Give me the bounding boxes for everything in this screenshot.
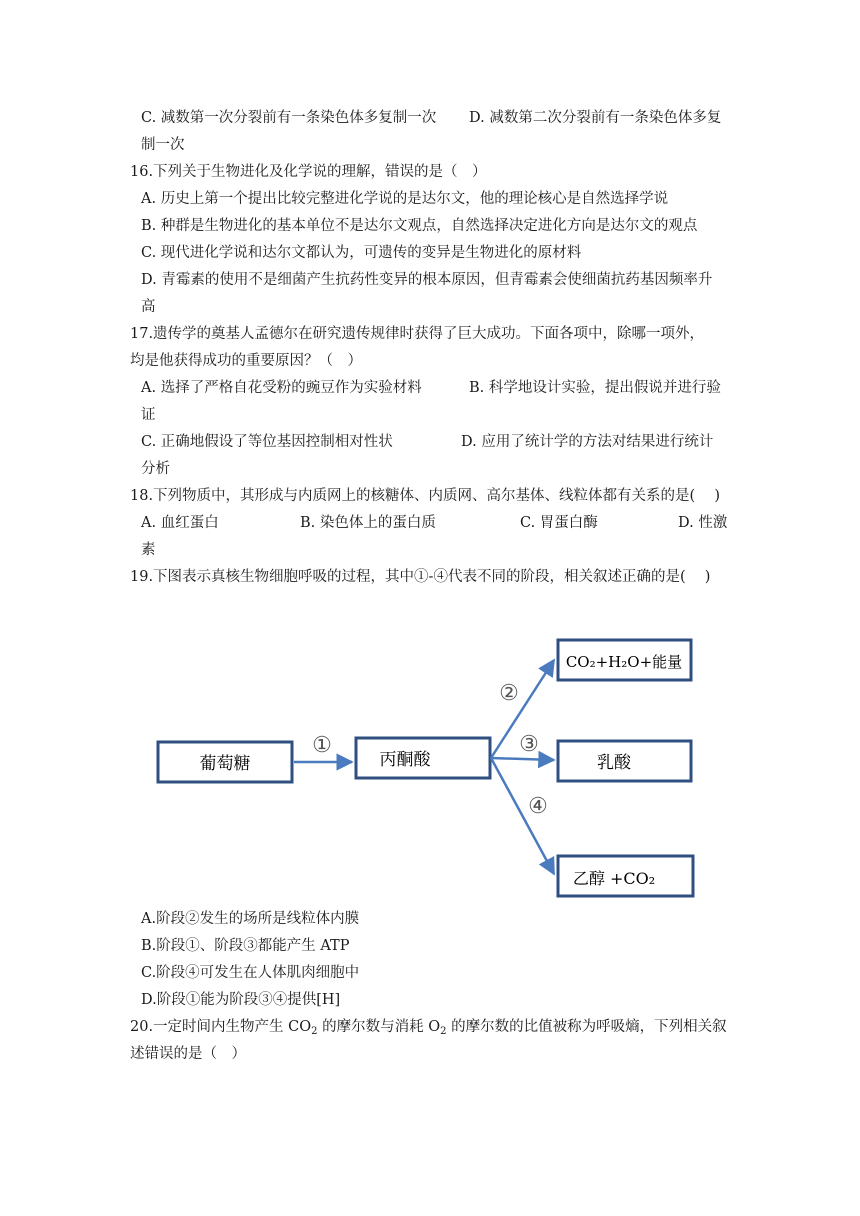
ethanol-label: 乙醇 +CO₂ xyxy=(572,869,656,888)
q16-option-a: A. 历史上第一个提出比较完整进化学说的是达尔文，他的理论核心是自然选择学说 xyxy=(141,191,669,207)
stage-1-label: ① xyxy=(312,733,332,758)
q18-option-d-cont: 素 xyxy=(141,542,156,558)
q19-option-d: D.阶段①能为阶段③④提供[H] xyxy=(141,992,341,1008)
q15-option-d-cont: 制一次 xyxy=(141,137,185,153)
q16-stem: 16.下列关于生物进化及化学说的理解，错误的是（ ） xyxy=(130,164,487,180)
q16-option-c: C. 现代进化学说和达尔文都认为，可遗传的变异是生物进化的原材料 xyxy=(141,245,582,261)
glucose-box xyxy=(158,742,292,782)
q18-option-c: C. 胃蛋白酶 xyxy=(520,515,598,531)
q17-option-d-cont: 分析 xyxy=(141,461,170,477)
q16-option-b: B. 种群是生物进化的基本单位不是达尔文观点，自然选择决定进化方向是达尔文的观点 xyxy=(141,218,698,234)
q17-option-b: B. 科学地设计实验，提出假说并进行验 xyxy=(469,380,721,396)
q18-option-d: D. 性激 xyxy=(678,515,728,531)
lactic-acid-box xyxy=(558,741,691,781)
q17-option-b-cont: 证 xyxy=(141,407,156,423)
pyruvate-label: 丙酮酸 xyxy=(379,750,431,770)
q19-stem: 19.下图表示真核生物细胞呼吸的过程，其中①-④代表不同的阶段，相关叙述正确的是( ) xyxy=(130,569,711,585)
ethanol-box xyxy=(558,856,693,896)
q16-option-d: D. 青霉素的使用不是细菌产生抗药性变异的根本原因，但青霉素会使细菌抗药基因频率升 xyxy=(141,272,713,288)
lactic-acid-label: 乳酸 xyxy=(597,753,631,773)
q17-option-d: D. 应用了统计学的方法对结果进行统计 xyxy=(461,434,714,450)
q17-stem-cont: 均是他获得成功的重要原因？（ ） xyxy=(130,353,362,369)
q18-stem: 18.下列物质中，其形成与内质网上的核糖体、内质网、高尔基体、线粒体都有关系的是( ) xyxy=(130,488,720,504)
q16-option-d-cont: 高 xyxy=(141,299,156,315)
q19-option-b: B.阶段①、阶段③都能产生 ATP xyxy=(141,938,350,954)
q17-option-a: A. 选择了严格自花受粉的豌豆作为实验材料 xyxy=(141,380,422,396)
aerobic-product-label: CO₂+H₂O+能量 xyxy=(565,653,683,671)
q19-option-a: A.阶段②发生的场所是线粒体内膜 xyxy=(141,911,360,927)
stage-4-label: ④ xyxy=(528,794,548,819)
q20-stem-cont: 述错误的是（ ） xyxy=(130,1046,246,1062)
q18-option-b: B. 染色体上的蛋白质 xyxy=(300,515,436,531)
pyruvate-box xyxy=(356,738,490,778)
q19-option-c: C.阶段④可发生在人体肌肉细胞中 xyxy=(141,965,360,981)
q15-option-d: D. 减数第二次分裂前有一条染色体多复 xyxy=(469,110,722,126)
arrow-pyruvate-lactic xyxy=(491,758,554,760)
q17-option-c: C. 正确地假设了等位基因控制相对性状 xyxy=(141,434,393,450)
q18-option-a: A. 血红蛋白 xyxy=(141,515,219,531)
stage-3-label: ③ xyxy=(519,732,539,757)
glucose-label: 葡萄糖 xyxy=(199,754,251,774)
q15-option-c: C. 减数第一次分裂前有一条染色体多复制一次 xyxy=(141,110,437,126)
stage-2-label: ② xyxy=(499,681,519,706)
q17-stem: 17.遗传学的奠基人孟德尔在研究遗传规律时获得了巨大成功。下面各项中，除哪一项外， xyxy=(130,326,705,342)
aerobic-product-box xyxy=(558,640,691,680)
q20-stem: 20.一定时间内生物产生 $CO_2$ 的摩尔数与消耗 $O_2$ 的摩尔数的比值被称为呼吸熵，下列相关叙 xyxy=(130,1019,727,1037)
